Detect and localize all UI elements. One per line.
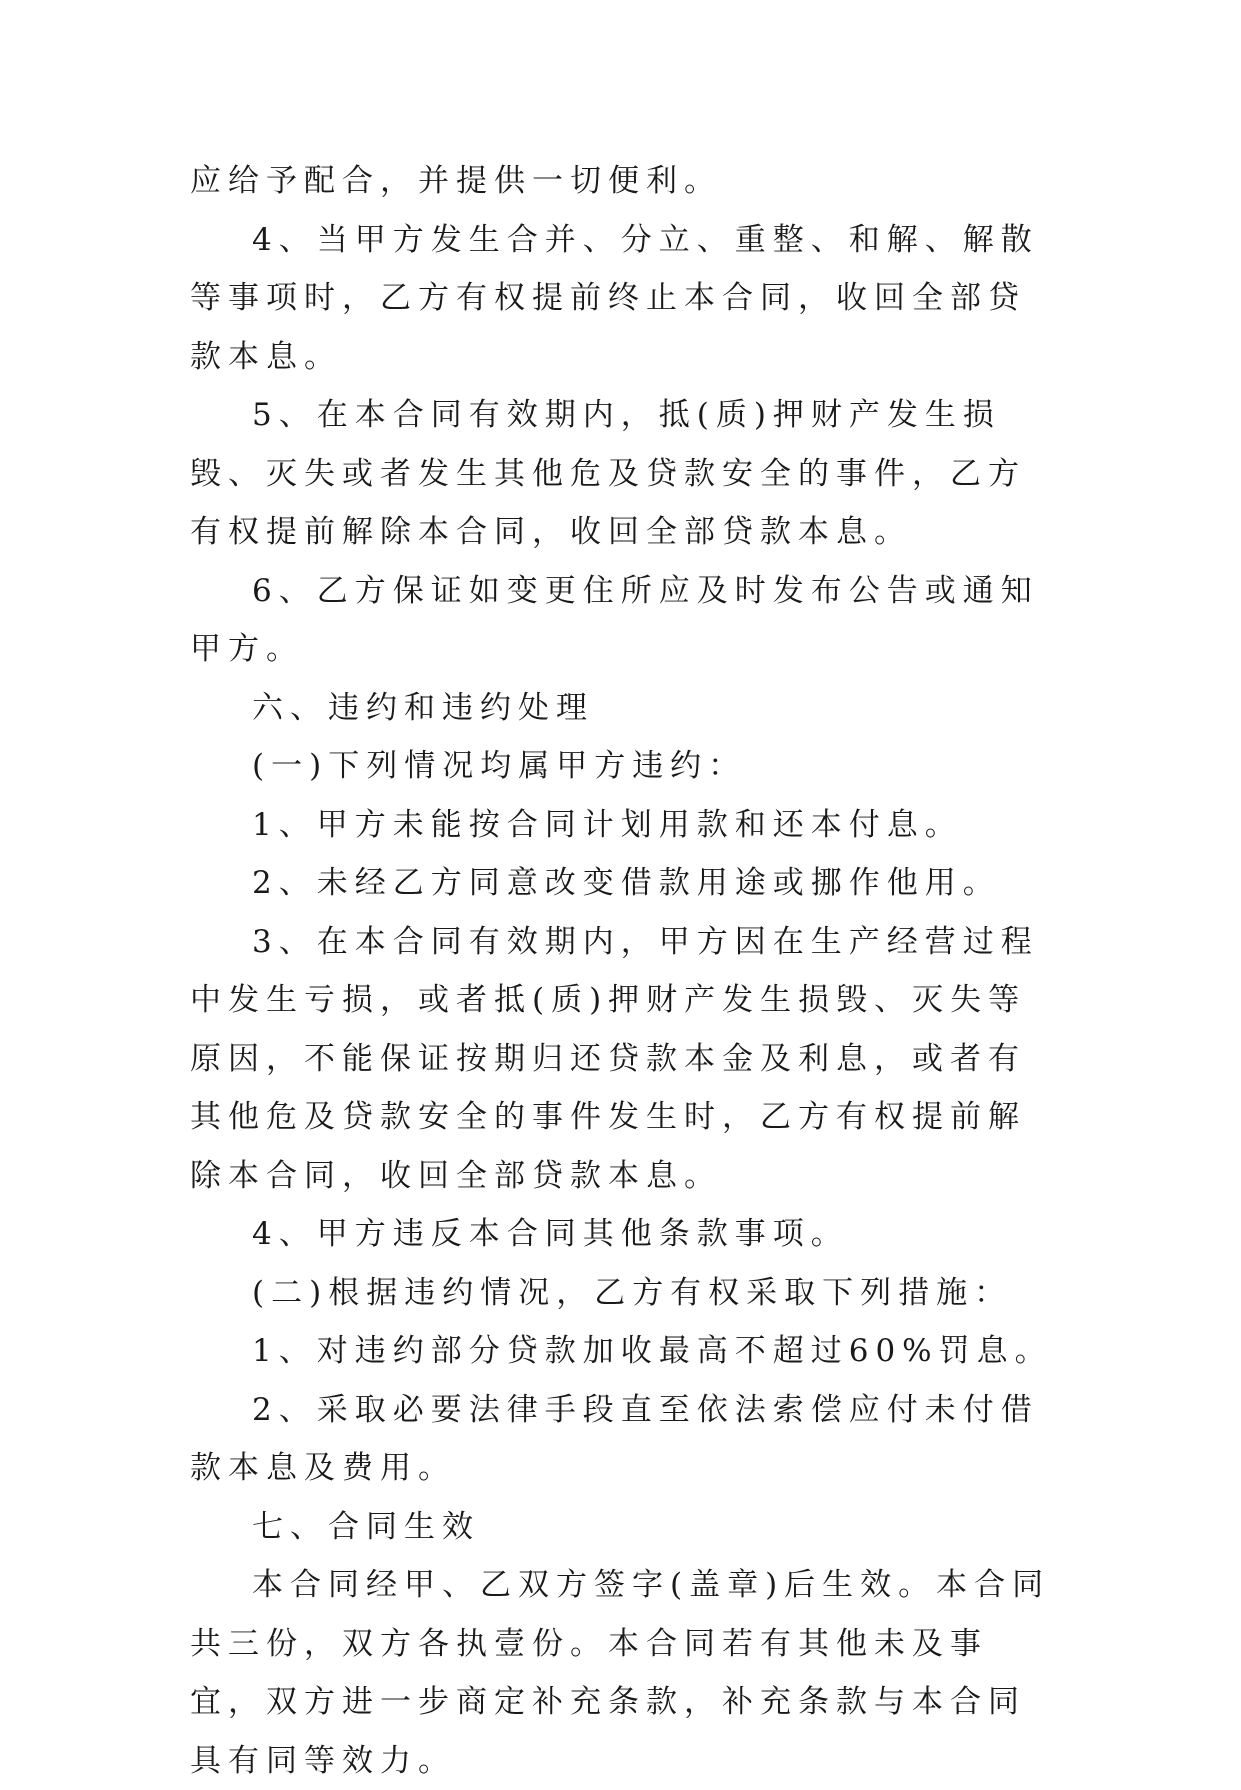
paragraph-remedy-1: 1、对违约部分贷款加收最高不超过60%罚息。 xyxy=(252,1333,1053,1369)
paragraph-remedy-2: 2、采取必要法律手段直至依法索偿应付未付借款本息及费用。 xyxy=(190,1391,1039,1486)
paragraph-breach-4: 4、甲方违反本合同其他条款事项。 xyxy=(252,1216,849,1252)
section-heading-effect: 七、合同生效 xyxy=(252,1508,480,1545)
paragraph-breach-1: 1、甲方未能按合同计划用款和还本付息。 xyxy=(252,806,963,843)
subheading-remedies: (二)根据违约情况，乙方有权采取下列措施： xyxy=(252,1274,1013,1311)
paragraph-clause-5-collateral: 5、在本合同有效期内，抵(质)押财产发生损毁、灭失或者发生其他危及贷款安全的事件，乙方有权提前解除本合同，收回全部贷款本息。 xyxy=(190,397,1026,550)
subheading-breach-cases: (一)下列情况均属甲方违约： xyxy=(252,748,747,784)
paragraph-breach-3: 3、在本合同有效期内，甲方因在生产经营过程中发生亏损，或者抵(质)押财产发生损毁、灭失等原因，不能保证按期归还贷款本金及利息，或者有其他危及贷款安全的事件发生时，乙方有权提前解除本合同，收回全部贷款本息。 xyxy=(190,923,1039,1194)
paragraph-breach-2: 2、未经乙方同意改变借款用途或挪作他用。 xyxy=(252,865,1001,901)
paragraph-cooperation: 应给予配合，并提供一切便利。 xyxy=(190,163,722,199)
section-heading-breach: 六、违约和违约处理 xyxy=(252,689,594,726)
contract-body xyxy=(190,152,1060,1790)
paragraph-effect: 本合同经甲、乙双方签字(盖章)后生效。本合同共三份，双方各执壹份。本合同若有其他未及事宜，双方进一步商定补充条款，补充条款与本合同具有同等效力。 xyxy=(190,1567,1051,1779)
paragraph-clause-6-address: 6、乙方保证如变更住所应及时发布公告或通知甲方。 xyxy=(190,572,1039,667)
paragraph-clause-4-merger: 4、当甲方发生合并、分立、重整、和解、解散等事项时，乙方有权提前终止本合同，收回全部贷款本息。 xyxy=(190,221,1039,375)
